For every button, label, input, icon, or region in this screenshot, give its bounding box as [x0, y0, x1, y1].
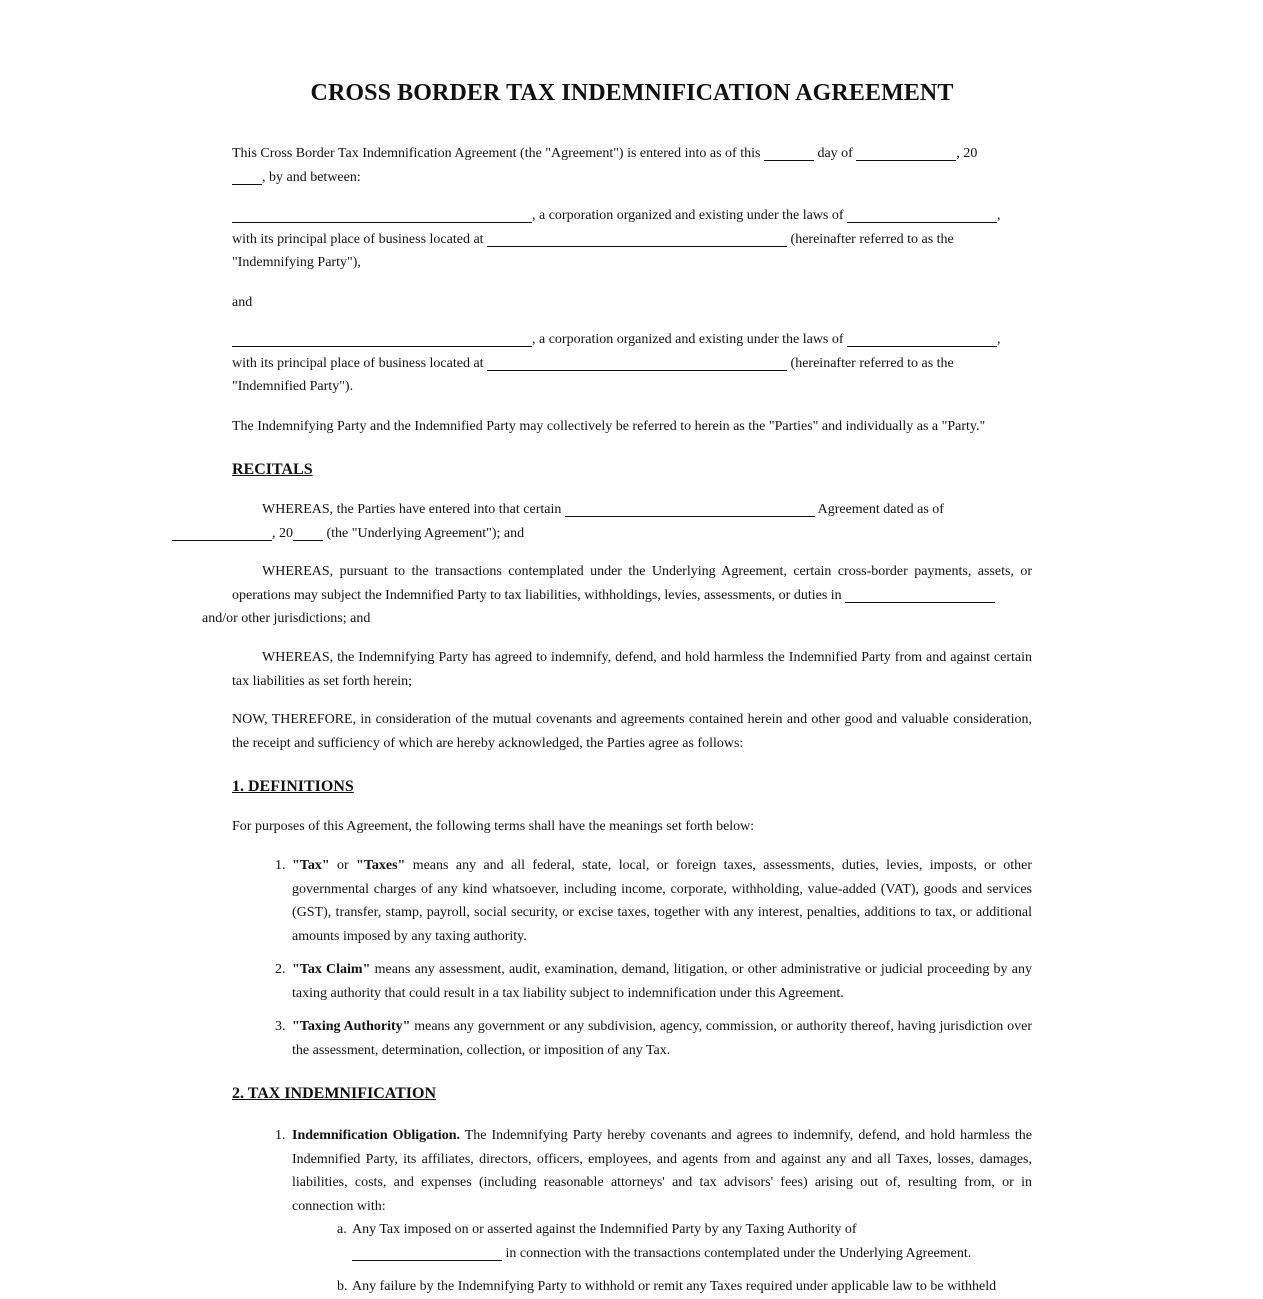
obligation-text: The Indemnifying Party hereby covenants and agrees to indemnify, defend, and hold harmless the Indemnified Party, its affiliates, directors, officers, employees, and agents from and against any and all Taxes, losses, damages, liabilities, costs, and expenses (including reasonable attorneys' and tax advisors' fees) arising out of, resulting from, or in connection with:: [292, 1128, 1032, 1214]
list-number: 2.: [275, 962, 286, 977]
recital-1: [232, 498, 1032, 545]
and-text: and: [232, 295, 253, 310]
collective-paragraph: The Indemnifying Party and the Indemnified Party may collectively be referred to herein as the "Parties" and individually as a "Party.": [232, 419, 986, 434]
recital1-text-a: WHEREAS, the Parties have entered into that certain: [262, 502, 562, 517]
now-therefore-paragraph: NOW, THEREFORE, in consideration of the mutual covenants and agreements contained herein and other good and valuable consideration, the receipt and sufficiency of which are hereby acknowledged, the Parties agree as follows:: [232, 712, 1032, 751]
underlying-agreement-blank[interactable]: [565, 502, 815, 517]
document-title: CROSS BORDER TAX INDEMNIFICATION AGREEMENT: [310, 80, 954, 106]
party1-text-e: "Indemnifying Party"),: [232, 255, 361, 270]
month-blank[interactable]: [856, 146, 956, 161]
agreement-date-blank[interactable]: [172, 526, 272, 541]
recital1-text-d: (the "Underlying Agreement"); and: [326, 525, 525, 541]
sub-a-text-1: Any Tax imposed on or asserted against the Indemnified Party by any Taxing Authority of: [352, 1222, 857, 1237]
jurisdiction-blank[interactable]: [845, 588, 995, 603]
party1-text-c: with its principal place of business located at: [232, 231, 484, 247]
term-indemnification-obligation: Indemnification Obligation.: [292, 1128, 460, 1143]
recitals-heading: RECITALS: [232, 461, 313, 478]
definition-text: means any assessment, audit, examination, demand, litigation, or other administrative or judicial proceeding by any taxing authority that could result in a tax liability subject to indemnification under this Agreement.: [292, 962, 1032, 1001]
sub-item-a: [337, 1218, 1032, 1265]
indemnification-obligation-item: [275, 1124, 1032, 1218]
party2-text-b: ,: [997, 332, 1001, 347]
definition-item-taxing-authority: [275, 1015, 1032, 1062]
party2-text-d: (hereinafter referred to as the: [790, 355, 954, 371]
party2-text-e: "Indemnified Party").: [232, 379, 354, 394]
recital-2: [202, 560, 1032, 631]
term-tax: "Tax": [292, 858, 330, 873]
term-taxing-authority: "Taxing Authority": [292, 1019, 411, 1034]
list-number: 1.: [275, 1128, 286, 1143]
definition-text: means any government or any subdivision, agency, commission, or authority thereof, having jurisdiction over the assessment, determination, collection, or imposition of any Tax.: [292, 1019, 1032, 1058]
section1-heading: 1. DEFINITIONS: [232, 778, 354, 795]
recital-3: WHEREAS, the Indemnifying Party has agreed to indemnify, defend, and hold harmless the Indemnified Party from and against certain tax liabilities as set forth herein;: [232, 650, 1032, 689]
recital1-text-c: , 20: [272, 525, 293, 541]
agreement-year-blank[interactable]: [293, 526, 323, 541]
term-connector: or: [329, 858, 357, 873]
party1-name-blank[interactable]: [232, 208, 532, 223]
term-taxes: "Taxes": [356, 858, 406, 873]
party1-text-a: , a corporation organized and existing under the laws of: [532, 208, 844, 223]
recital2-text-a: WHEREAS, pursuant to the transactions contemplated under the Underlying Agreement, certain cross-border payments, assets, or operations may subject the Indemnified Party to tax liabilities, withholdings, levies, assessments, or duties in: [232, 564, 1032, 603]
party2-paragraph: [232, 328, 1032, 399]
section2-heading: 2. TAX INDEMNIFICATION: [232, 1085, 437, 1102]
term-tax-claim: "Tax Claim": [292, 962, 371, 977]
party2-address-blank[interactable]: [487, 356, 787, 371]
tax-jurisdiction-blank[interactable]: [352, 1246, 502, 1261]
sub-list-letter: a.: [337, 1222, 347, 1237]
year-blank[interactable]: [232, 170, 262, 185]
party1-jurisdiction-blank[interactable]: [847, 208, 997, 223]
intro-text-2: day of: [817, 146, 853, 161]
definition-text: means any and all federal, state, local, or foreign taxes, assessments, duties, levies, imposts, or other governmental charges of any kind whatsoever, including income, corporate, withholding, value-added (VAT), goods and services (GST), transfer, stamp, payroll, social security, or excise taxes, together with any interest, penalties, additions to tax, or additional amounts imposed by any taxing authority.: [292, 858, 1032, 944]
intro-text-4: , by and between:: [262, 169, 361, 185]
sub-b-text: Any failure by the Indemnifying Party to withhold or remit any Taxes required under applicable law to be withheld: [352, 1279, 997, 1294]
party2-text-c: with its principal place of business located at: [232, 355, 484, 371]
sub-list-letter: b.: [337, 1279, 348, 1294]
list-number: 1.: [275, 858, 286, 873]
party1-text-d: (hereinafter referred to as the: [790, 231, 954, 247]
intro-text-1: This Cross Border Tax Indemnification Agreement (the "Agreement") is entered into as of this: [232, 146, 761, 161]
party2-jurisdiction-blank[interactable]: [847, 332, 997, 347]
recital1-text-b: Agreement dated as of: [817, 502, 944, 517]
intro-paragraph: [232, 142, 1032, 189]
list-number: 3.: [275, 1019, 286, 1034]
party1-text-b: ,: [997, 208, 1001, 223]
definition-item-tax-claim: [275, 958, 1032, 1005]
day-blank[interactable]: [764, 146, 814, 161]
definition-item-tax: [275, 854, 1032, 948]
intro-text-3: , 20: [956, 146, 978, 161]
party2-name-blank[interactable]: [232, 332, 532, 347]
section1-intro: For purposes of this Agreement, the following terms shall have the meanings set forth below:: [232, 819, 755, 834]
party2-text-a: , a corporation organized and existing under the laws of: [532, 332, 844, 347]
party1-address-blank[interactable]: [487, 232, 787, 247]
party1-paragraph: [232, 204, 1032, 275]
recital2-text-b: and/or other jurisdictions; and: [202, 611, 371, 626]
sub-a-text-2: in connection with the transactions contemplated under the Underlying Agreement.: [505, 1245, 972, 1261]
sub-item-b: [337, 1275, 1032, 1299]
